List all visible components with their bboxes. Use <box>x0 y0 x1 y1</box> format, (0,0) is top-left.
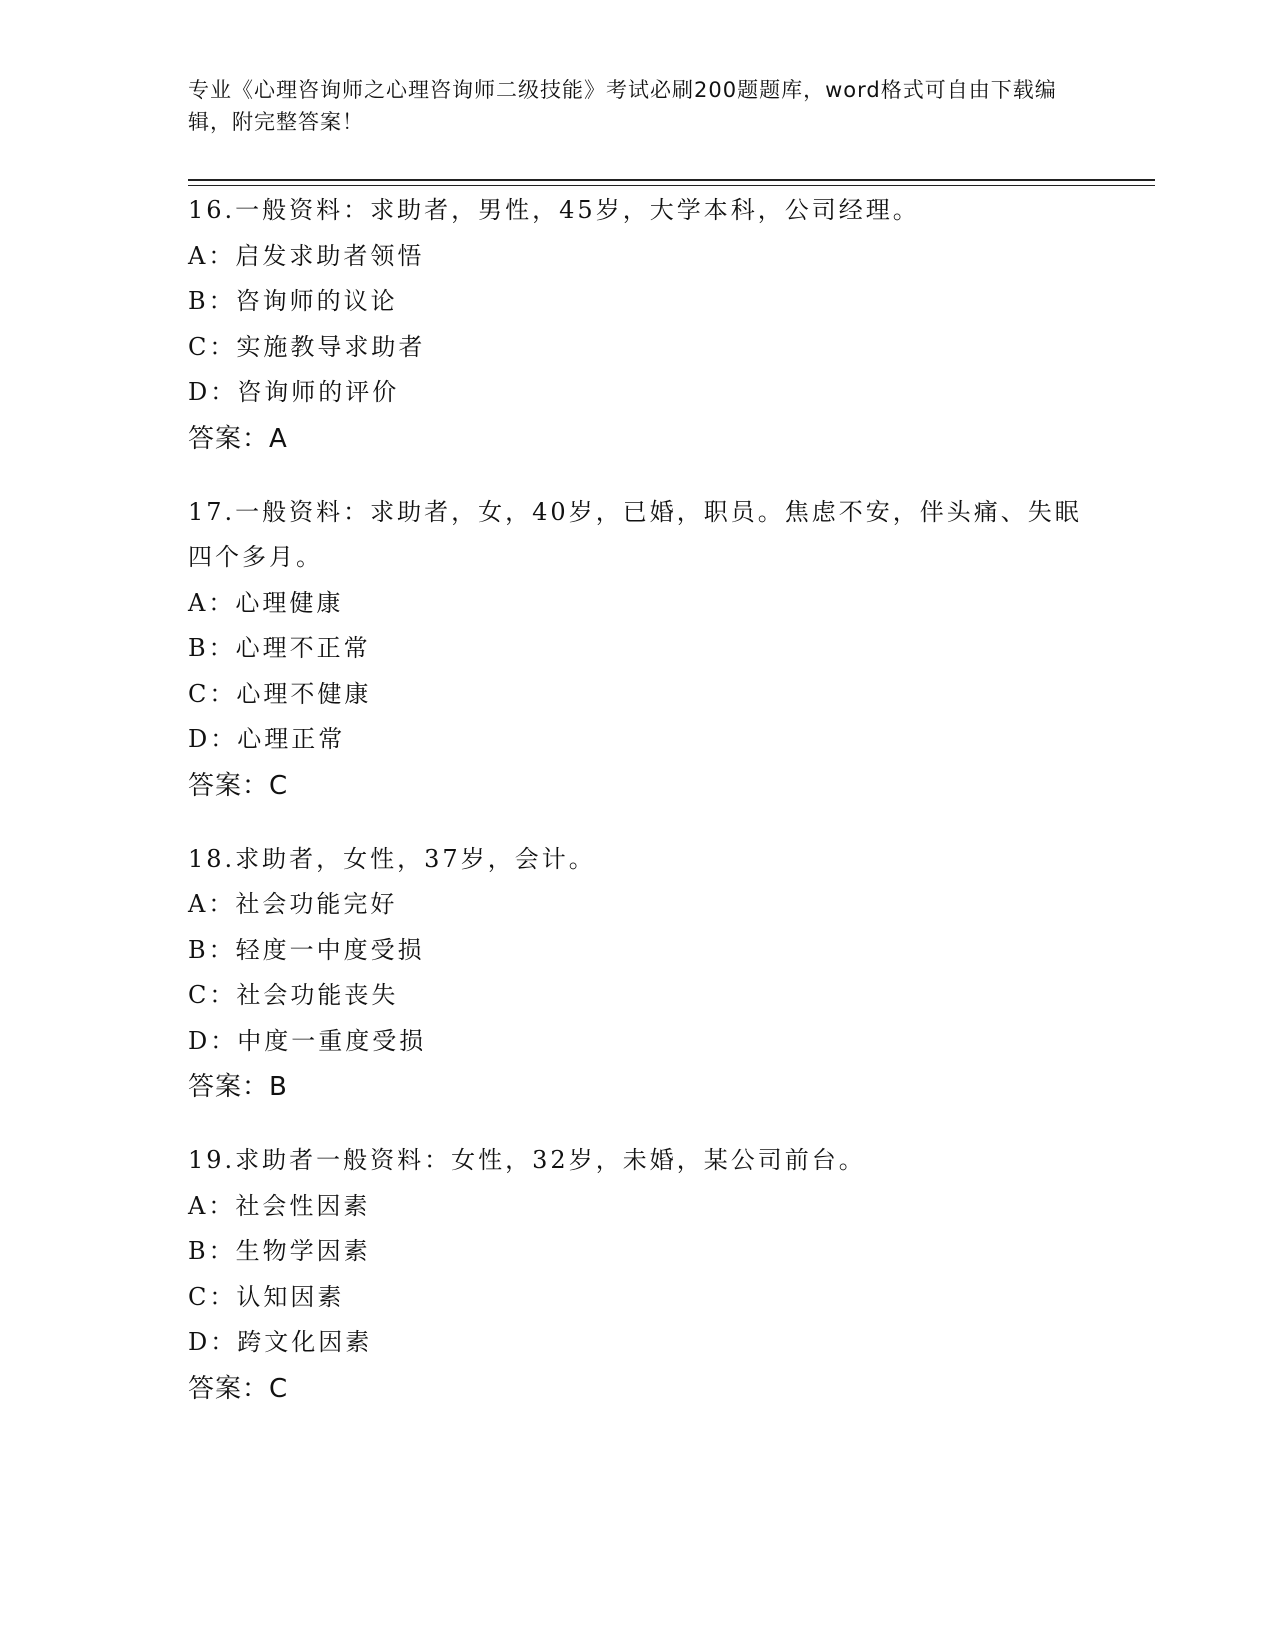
question-17 <box>188 490 1108 809</box>
option-d: D：中度一重度受损 <box>188 1026 427 1055</box>
question-stem: 19.求助者一般资料：女性，32岁，未婚，某公司前台。 <box>188 1146 866 1174</box>
answer: 答案：C <box>188 770 289 801</box>
question-stem: 18.求助者，女性，37岁，会计。 <box>188 844 596 873</box>
option-b: B：咨询师的议论 <box>188 287 398 315</box>
question-stem: 16.一般资料：求助者，男性，45岁，大学本科，公司经理。 <box>188 196 920 224</box>
question-stem: 17.一般资料：求助者，女，40岁，已婚，职员。焦虑不安，伴头痛、失眠四个多月。 <box>188 497 1082 571</box>
option-d: D：咨询师的评价 <box>188 378 400 406</box>
option-b: B：生物学因素 <box>188 1237 371 1265</box>
option-d: D：心理正常 <box>188 725 346 753</box>
option-a: A：社会性因素 <box>188 1191 371 1220</box>
document-header: 专业《心理咨询师之心理咨询师二级技能》考试必刷200题题库，word格式可自由下载编辑，附完整答案！ <box>188 78 1057 134</box>
header-divider-thick <box>188 179 1155 181</box>
answer: 答案：A <box>188 423 288 454</box>
option-d: D：跨文化因素 <box>188 1328 373 1356</box>
option-b: B：心理不正常 <box>188 634 371 662</box>
option-a: A：启发求助者领悟 <box>188 241 425 270</box>
question-19 <box>188 1138 1108 1412</box>
option-a: A：心理健康 <box>188 588 344 617</box>
option-a: A：社会功能完好 <box>188 890 398 918</box>
question-16 <box>188 188 1108 462</box>
header-divider-thin <box>188 185 1155 186</box>
option-c: C：认知因素 <box>188 1282 345 1311</box>
question-18 <box>188 837 1108 1111</box>
option-c: C：社会功能丧失 <box>188 981 399 1009</box>
option-c: C：实施教导求助者 <box>188 332 426 361</box>
option-b: B：轻度一中度受损 <box>188 935 425 964</box>
question-list <box>188 188 1108 1440</box>
answer: 答案：C <box>188 1373 289 1404</box>
option-c: C：心理不健康 <box>188 679 372 708</box>
answer: 答案：B <box>188 1072 288 1102</box>
